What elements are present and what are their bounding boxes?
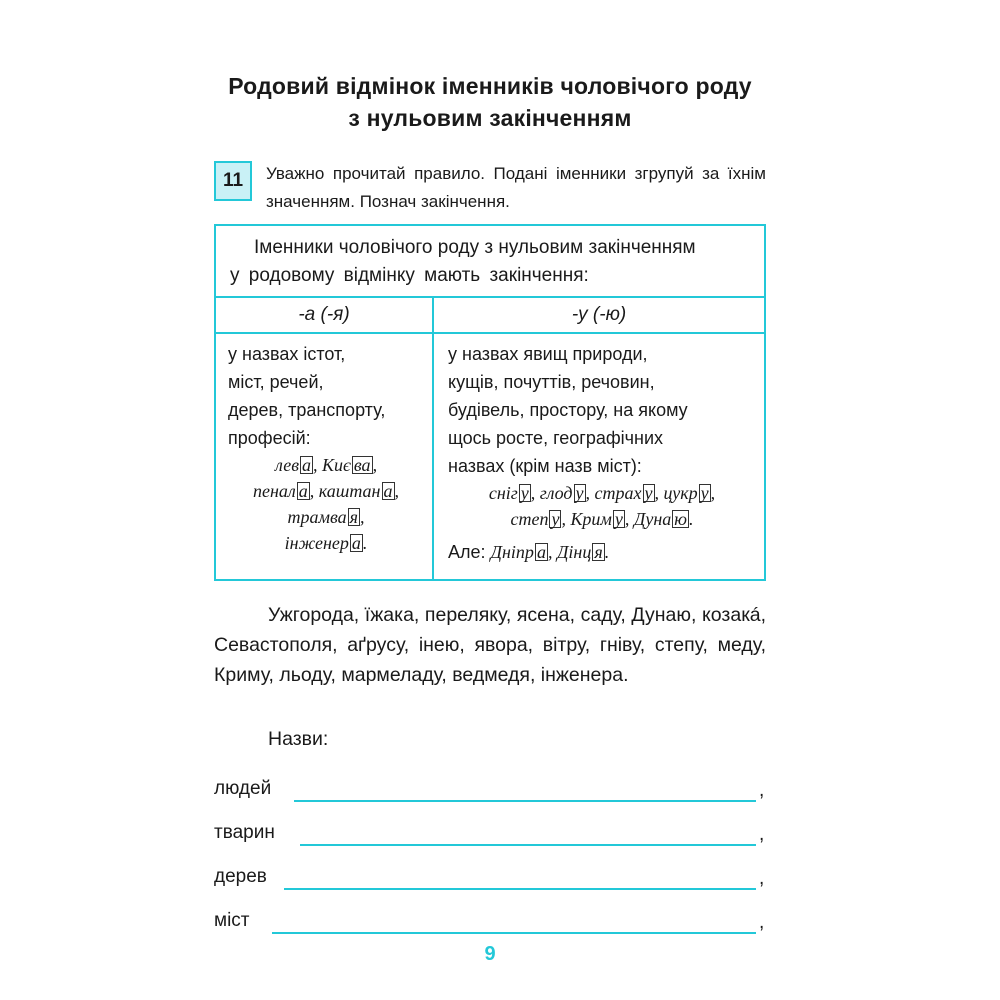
ending-u-column <box>434 334 764 579</box>
example-word: Дінц я . <box>556 542 610 562</box>
rule-header-line-2: у родовому відмінку мають закінчення: <box>230 265 589 286</box>
desc-line: кущів, почуттів, речовин, <box>448 372 655 392</box>
word-list: Ужгорода, їжака, переляку, ясена, саду, Дунаю, козакá, Севастополя, аґрусу, інею, явора, вітру, гніву, степу, меду, Криму, льоду, мармеладу, ведмедя, інженера. <box>214 604 766 686</box>
ending-u-header: -у (-ю) <box>434 298 764 334</box>
ending-box: у <box>614 509 623 529</box>
exception-line <box>448 538 756 566</box>
example-word: трамва я , <box>287 507 365 527</box>
fill-label: тварин <box>214 822 275 843</box>
fill-row-cities <box>214 910 774 940</box>
ending-box: у <box>644 483 653 503</box>
nazvy-label: Назви: <box>268 728 329 750</box>
example-word: степ у , <box>510 509 571 529</box>
desc-line: у назвах явищ природи, <box>448 344 648 364</box>
answer-line[interactable] <box>294 800 756 802</box>
examples-line <box>448 506 756 532</box>
desc-line: дерев, транспорту, <box>228 400 386 420</box>
example-word: інженер а . <box>284 533 368 553</box>
page-title <box>180 70 800 134</box>
answer-line[interactable] <box>272 932 756 934</box>
rule-header <box>216 226 764 298</box>
examples-line <box>228 504 424 530</box>
desc-line: щось росте, географічних <box>448 428 664 448</box>
fill-label: дерев <box>214 866 267 887</box>
task-instruction: Уважно прочитай правило. Подані іменники згрупуй за їхнім значенням. Познач закінчення. <box>266 164 766 211</box>
desc-line: будівель, простору, на якому <box>448 400 688 420</box>
example-word: сніг у , <box>488 483 540 503</box>
example-word: каштан а , <box>318 481 399 501</box>
ending-box: а <box>302 455 312 475</box>
title-line-2: з нульовим закінченням <box>348 105 632 131</box>
exception-label: Але: <box>448 542 486 562</box>
ending-box: ю <box>674 509 687 529</box>
example-word: цукр у , <box>663 483 716 503</box>
fill-comma: , <box>759 780 765 801</box>
ending-box: я <box>594 542 603 562</box>
ending-box: у <box>700 483 709 503</box>
desc-line: міст, речей, <box>228 372 324 392</box>
fill-comma: , <box>759 824 765 845</box>
ending-box: а <box>351 533 361 553</box>
ending-box: у <box>520 483 529 503</box>
example-word: глод у , <box>539 483 595 503</box>
fill-label: міст <box>214 910 250 931</box>
ending-box: у <box>575 483 584 503</box>
ending-a-column <box>216 334 434 579</box>
example-word: Киє ва , <box>322 455 378 475</box>
example-word: лев а , <box>274 455 323 475</box>
ending-box: а <box>536 542 546 562</box>
desc-line: у назвах істот, <box>228 344 346 364</box>
ending-box: я <box>349 507 359 527</box>
desc-line: професій: <box>228 428 311 448</box>
examples-line <box>228 530 424 556</box>
fill-row-animals <box>214 822 774 852</box>
ending-box: у <box>551 509 560 529</box>
example-word: Дуна ю . <box>633 509 694 529</box>
fill-row-people <box>214 778 774 808</box>
rule-table <box>214 224 766 581</box>
examples-line <box>448 480 756 506</box>
example-word: пенал а , <box>253 481 319 501</box>
ending-box: а <box>383 481 393 501</box>
rule-header-line-1: Іменники чоловічого роду з нульовим закінченням <box>254 237 696 258</box>
answer-line[interactable] <box>284 888 756 890</box>
fill-label: людей <box>214 778 272 799</box>
page-number: 9 <box>484 943 496 965</box>
example-word: страх у , <box>594 483 664 503</box>
fill-row-trees <box>214 866 774 896</box>
fill-comma: , <box>759 868 765 889</box>
answer-line[interactable] <box>300 844 756 846</box>
ending-box: а <box>298 481 308 501</box>
example-word: Дніпр а , <box>490 542 557 562</box>
examples-line <box>228 478 424 504</box>
examples-line <box>228 452 424 478</box>
example-word: Крим у , <box>570 509 634 529</box>
ending-box: ва <box>353 455 371 475</box>
fill-comma: , <box>759 912 765 933</box>
task-number-badge: 11 <box>214 161 252 201</box>
ending-a-header: -а (-я) <box>216 298 434 334</box>
title-line-1: Родовий відмінок іменників чоловічого роду <box>228 73 752 99</box>
desc-line: назвах (крім назв міст): <box>448 456 642 476</box>
